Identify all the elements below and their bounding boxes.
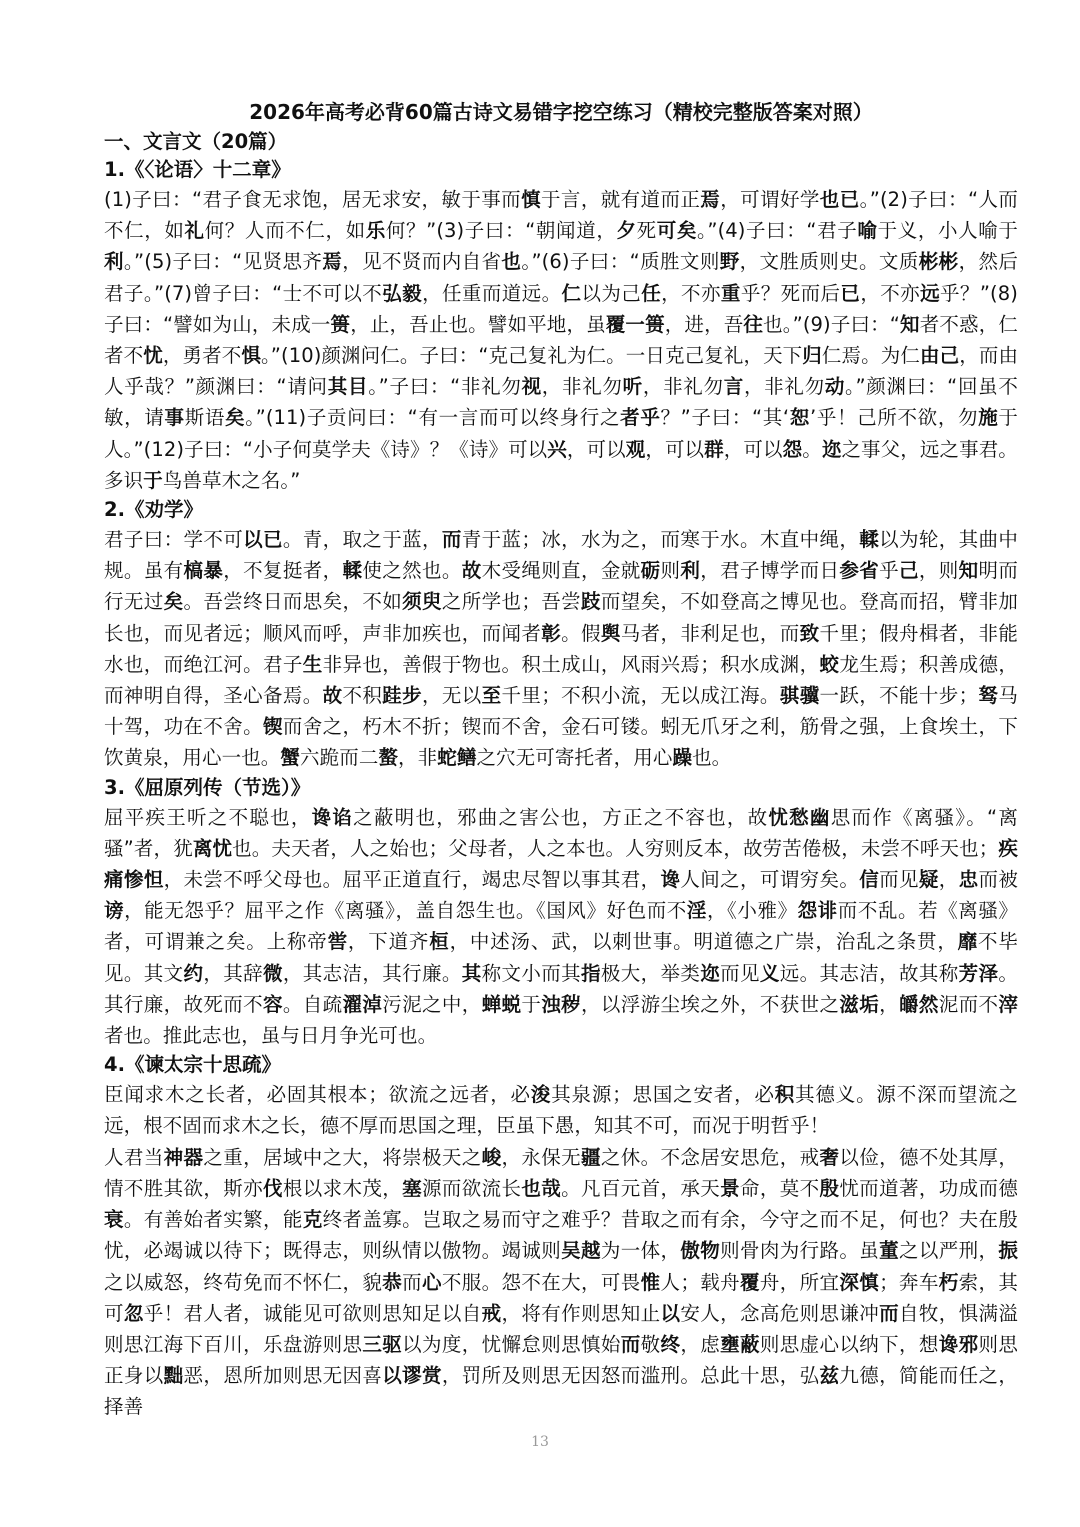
answer-highlight: 覆: [739, 1270, 760, 1294]
answer-highlight: 往: [743, 312, 764, 336]
answer-highlight: 惟: [640, 1270, 661, 1294]
answer-highlight: 远: [920, 281, 941, 305]
section-heading: 4.《谏太宗十思疏》: [104, 1053, 281, 1077]
answer-highlight: 傲物: [680, 1239, 721, 1263]
section-heading: 1.《〈论语〉十二章》: [104, 158, 291, 181]
answer-highlight: 忧愁幽: [768, 805, 831, 829]
answer-highlight: 篑: [330, 312, 351, 336]
answer-highlight: 施: [978, 406, 999, 430]
answer-highlight: 已: [840, 281, 861, 305]
answer-highlight: 浊秽: [541, 992, 581, 1016]
answer-highlight: 輮: [342, 559, 363, 583]
answer-highlight: 矣: [163, 590, 184, 614]
document-title: 2026年高考必背60篇古诗文易错字挖空练习（精校完整版答案对照）: [249, 100, 873, 124]
answer-highlight: 以: [660, 1301, 681, 1325]
answer-highlight: 濯淖: [342, 992, 383, 1016]
part-heading: 一、文言文（20篇）: [104, 130, 288, 153]
answer-highlight: 塞: [402, 1176, 422, 1200]
answer-highlight: 约: [183, 961, 204, 985]
answer-highlight: 兹: [819, 1364, 840, 1388]
answer-highlight: 三驱: [362, 1332, 403, 1356]
answer-highlight: 焉: [322, 250, 343, 274]
answer-highlight: 靡: [957, 930, 979, 954]
answer-highlight: 焉: [700, 188, 721, 211]
answer-highlight: 离忧: [192, 836, 233, 860]
answer-highlight: 迩: [700, 961, 721, 985]
answer-highlight: 景: [720, 1176, 740, 1200]
answer-highlight: 兴: [547, 437, 567, 461]
answer-highlight: 怨诽: [797, 899, 838, 923]
answer-highlight: 跬步: [382, 684, 422, 708]
answer-highlight: 可矣: [656, 219, 697, 243]
answer-highlight: 谗谄: [311, 805, 354, 829]
answer-highlight: 致: [799, 621, 820, 645]
answer-highlight: 利: [104, 250, 124, 274]
answer-highlight: 微: [263, 961, 283, 985]
answer-highlight: 其: [461, 961, 482, 985]
section-paragraph: 君子曰：学不可以已。青，取之于蓝，而青于蓝；冰，水为之，而寒于水。木直中绳，輮以为轮，其曲中规。虽有槁暴，不复挺者，輮使之然也。故木受绳则直，金就砺则利，君子博学而日参省乎己，则知明而行无过矣。吾尝终日而思矣，不如须臾之所学也；吾尝跂而望矣，不如登高之博见也。登高而招，臂非加长也，而见者远；顺风而呼，声非加疾也，而闻者彰。假舆马者，非利足也，而致千里；假舟楫者，非能水也，而绝江河。君子生非异也，善假于物也。积土成山，风雨兴焉；积水成渊，蛟龙生焉；积善成德，而神明自得，圣心备焉。故不积跬步，无以至千里；不积小流，无以成江海。骐骥一跃，不能十步；驽马十驾，功在不舍。锲而舍之，朽木不折；锲而不舍，金石可镂。蚓无爪牙之利，筋骨之强，上食埃土，下饮黄泉，用心一也。蟹六跪而二螯，非蛇鳝之穴无可寄托者，用心躁也。: [104, 528, 1018, 770]
answer-highlight: 听: [622, 375, 643, 399]
answer-highlight: 视: [521, 375, 542, 399]
answer-highlight: 慎: [521, 188, 541, 211]
answer-highlight: 喻: [857, 219, 878, 243]
answer-highlight: 乐: [365, 219, 386, 243]
answer-highlight: 疾痛惨怛: [104, 836, 1018, 892]
answer-highlight: 以已: [243, 528, 283, 552]
answer-highlight: 朽: [938, 1270, 959, 1294]
answer-highlight: 克: [302, 1208, 323, 1232]
section-paragraph: 人君当神器之重，居域中之大，将崇极天之峻，永保无疆之休。不念居安思危，戒奢以俭，德不处其厚，情不胜其欲，斯亦伐根以求木茂，塞源而欲流长也哉。凡百元首，承天景命，莫不殷忧而道著，功成而德衰。有善始者实繁，能克终者盖寡。岂取之易而守之难乎？昔取之而有余，今守之而不足，何也？夫在殷忧，必竭诚以待下；既得志，则纵情以傲物。竭诚则吴越为一体，傲物则骨肉为行路。虽董之以严刑，振之以威怒，终苟免而不怀仁，貌恭而心不服。怨不在大，可畏惟人；载舟覆舟，所宜深慎；奔车朽索，其可忽乎！君人者，诚能见可欲则思知足以自戒，将有作则思知止以安人，念高危则思谦冲而自牧，惧满溢则思江海下百川，乐盘游则思三驱以为度，忧懈怠则思慎始而敬终，虑壅蔽则思虚心以纳下，想谗邪则思正身以黜恶，恩所加则思无因喜以谬赏，罚所及则思无因怒而滥刑。总此十思，弘兹九德，简能而任之，择善: [104, 1145, 1018, 1419]
answer-highlight: 蝉蜕: [481, 992, 522, 1016]
answer-highlight: 舆: [600, 621, 621, 645]
answer-highlight: 谗: [660, 868, 681, 892]
answer-highlight: 振: [998, 1239, 1018, 1263]
answer-highlight: 心: [421, 1270, 442, 1294]
answer-highlight: 衰: [104, 1208, 124, 1232]
answer-highlight: 迩: [821, 437, 842, 461]
answer-highlight: 利: [680, 559, 701, 583]
answer-highlight: 桓: [429, 930, 450, 954]
answer-highlight: 而: [620, 1332, 641, 1356]
answer-highlight: 容: [262, 992, 283, 1016]
answer-highlight: 己: [898, 559, 919, 583]
answer-highlight: 恕: [789, 406, 810, 430]
answer-highlight: 也哉: [521, 1176, 562, 1200]
answer-highlight: 峻: [481, 1145, 502, 1169]
answer-highlight: 知: [900, 312, 920, 336]
answer-highlight: 参省: [839, 559, 880, 583]
answer-highlight: 忽: [123, 1301, 144, 1325]
answer-highlight: 輮: [859, 528, 880, 552]
answer-highlight: 动: [824, 375, 846, 399]
section-paragraph: (1)子曰：“君子食无求饱，居无求安，敏于事而慎于言，就有道而正焉，可谓好学也已。”(2)子曰：“人而不仁，如礼何？人而不仁，如乐何？”(3)子曰：“朝闻道，夕死可矣。”(4)子曰：“君子喻于义，小人喻于利。”(5)子曰：“见贤思齐焉，见不贤而内自省也。”(6)子曰：“质胜文则野，文胜质则史。文质彬彬，然后君子。”(7)曾子曰：“士不可以不弘毅，任重而道远。仁以为己任，不亦重乎？死而后已，不亦远乎？”(8)子曰：“譬如为山，未成一篑，止，吾止也。譬如平地，虽覆一篑，进，吾往也。”(9)子曰：“知者不惑，仁者不忧，勇者不惧。”(10)颜渊问仁。子曰：“克己复礼为仁。一日克己复礼，天下归仁焉。为仁由己，而由人乎哉？”颜渊曰：“请问其目。”子曰：“非礼勿视，非礼勿听，非礼勿言，非礼勿动。”颜渊曰：“回虽不敏，请事斯语矣。”(11)子贡问曰：“有一言而可以终身行之者乎？”子曰：“其‘恕’乎！己所不欲，勿施于人。”(12)子曰：“小子何莫学夫《诗》？《诗》可以兴，可以观，可以群，可以怨。迩之事父，远之事君。多识于鸟兽草木之名。”: [104, 188, 1019, 492]
answer-highlight: 彰: [541, 621, 562, 645]
answer-highlight: 其目: [327, 375, 369, 399]
answer-highlight: 生: [302, 652, 323, 676]
answer-highlight: 也已: [819, 188, 860, 211]
answer-highlight: 蛇鳝: [437, 746, 477, 770]
answer-highlight: 义: [759, 961, 780, 985]
answer-highlight: 忧: [143, 344, 163, 368]
answer-highlight: 观: [625, 437, 646, 461]
section-heading: 2.《劝学》: [104, 498, 203, 522]
answer-highlight: 疆: [581, 1145, 601, 1169]
answer-highlight: 锲: [263, 715, 283, 739]
section-paragraph: 屈平疾王听之不聪也，谗谄之蔽明也，邪曲之害公也，方正之不容也，故忧愁幽思而作《离骚》。“离骚”者，犹离忧也。夫天者，人之始也；父母者，人之本也。人穷则反本，故劳苦倦极，未尝不呼天也；疾痛惨怛，未尝不呼父母也。屈平正道直行，竭忠尽智以事其君，谗人间之，可谓穷矣。信而见疑，忠而被谤，能无怨乎？屈平之作《离骚》，盖自怨生也。《国风》好色而不淫，《小雅》怨诽而不乱。若《离骚》者，可谓兼之矣。上称帝喾，下道齐桓，中述汤、武，以刺世事。明道德之广崇，治乱之条贯，靡不毕见。其文约，其辞微，其志洁，其行廉。其称文小而其指极大，举类迩而见义远。其志洁，故其称芳泽。其行廉，故死而不容。自疏濯淖污泥之中，蝉蜕于浊秽，以浮游尘埃之外，不获世之滋垢，皭然泥而不滓者也。推此志也，虽与日月争光可也。: [104, 805, 1019, 1048]
answer-highlight: 者乎: [620, 406, 661, 430]
answer-highlight: 礼: [184, 219, 205, 243]
answer-highlight: 积: [774, 1083, 796, 1107]
answer-highlight: 以谬赏: [382, 1364, 442, 1388]
answer-highlight: 夕: [616, 219, 637, 243]
answer-highlight: 矣: [225, 406, 246, 430]
answer-highlight: 吴越: [561, 1239, 601, 1263]
answer-highlight: 蛟: [819, 652, 840, 676]
answer-highlight: 恭: [382, 1270, 403, 1294]
answer-highlight: 归: [802, 344, 822, 368]
answer-highlight: 事: [164, 406, 185, 430]
answer-highlight: 淫: [686, 899, 707, 923]
answer-highlight: 殷: [819, 1176, 840, 1200]
answer-highlight: 螯: [378, 746, 399, 770]
answer-highlight: 终: [660, 1332, 681, 1356]
answer-highlight: 彬彬: [918, 250, 959, 274]
answer-highlight: 指: [580, 961, 601, 985]
answer-highlight: 蟹: [280, 746, 301, 770]
answer-highlight: 仁: [561, 281, 582, 305]
answer-highlight: 芳泽: [958, 961, 999, 985]
section-heading: 3.《屈原列传（节选）》: [104, 775, 311, 799]
answer-highlight: 槁暴: [183, 559, 224, 583]
answer-highlight: 砺: [640, 559, 661, 583]
answer-highlight: 言: [723, 375, 744, 399]
answer-highlight: 神器: [163, 1145, 204, 1169]
answer-highlight: 跂: [581, 590, 601, 614]
answer-highlight: 忠: [958, 868, 979, 892]
answer-highlight: 深慎: [839, 1270, 880, 1294]
answer-highlight: 谗邪: [938, 1332, 979, 1356]
answer-highlight: 而: [441, 528, 462, 552]
answer-highlight: 故: [322, 684, 343, 708]
answer-highlight: 群: [704, 437, 724, 461]
answer-highlight: 知: [958, 559, 979, 583]
answer-highlight: 董: [879, 1239, 899, 1263]
answer-highlight: 骐骥: [779, 684, 820, 708]
answer-highlight: 而: [879, 1301, 899, 1325]
answer-highlight: 惧: [241, 344, 261, 368]
answer-highlight: 至: [481, 684, 502, 708]
answer-highlight: 浚: [530, 1083, 552, 1107]
answer-highlight: 覆一篑: [605, 312, 665, 336]
answer-highlight: 奢: [819, 1145, 840, 1169]
answer-highlight: 疑: [918, 868, 939, 892]
answer-highlight: 驽: [978, 684, 999, 708]
answer-highlight: 皭然: [898, 992, 939, 1016]
answer-highlight: 喾: [327, 930, 348, 954]
answer-highlight: 怨: [782, 437, 803, 461]
answer-highlight: 滋垢: [839, 992, 880, 1016]
answer-highlight: 弘毅: [382, 281, 423, 305]
answer-highlight: 伐: [263, 1176, 283, 1200]
document-page: [104, 98, 1018, 1423]
answer-highlight: 信: [859, 868, 880, 892]
answer-highlight: 野: [719, 250, 740, 274]
answer-highlight: 躁: [672, 746, 693, 770]
section-paragraph: 臣闻求木之长者，必固其根本；欲流之远者，必浚其泉源；思国之安者，必积其德义。源不深而望流之远，根不固而求木之长，德不厚而思国之理，臣虽下愚，知其不可，而况于明哲乎！: [104, 1083, 1018, 1138]
answer-highlight: 谤: [104, 899, 125, 923]
answer-highlight: 任: [641, 281, 662, 305]
answer-highlight: 于: [143, 468, 163, 492]
answer-highlight: 戒: [481, 1301, 502, 1325]
answer-highlight: 滓: [998, 992, 1018, 1016]
answer-highlight: 须臾: [402, 590, 442, 614]
answer-highlight: 也: [501, 250, 522, 274]
answer-highlight: 壅蔽: [720, 1332, 760, 1356]
answer-highlight: 重: [720, 281, 741, 305]
answer-highlight: 故: [461, 559, 482, 583]
page-number: 13: [531, 1434, 549, 1450]
answer-highlight: 由己: [919, 344, 960, 368]
answer-highlight: 黜: [163, 1364, 184, 1388]
